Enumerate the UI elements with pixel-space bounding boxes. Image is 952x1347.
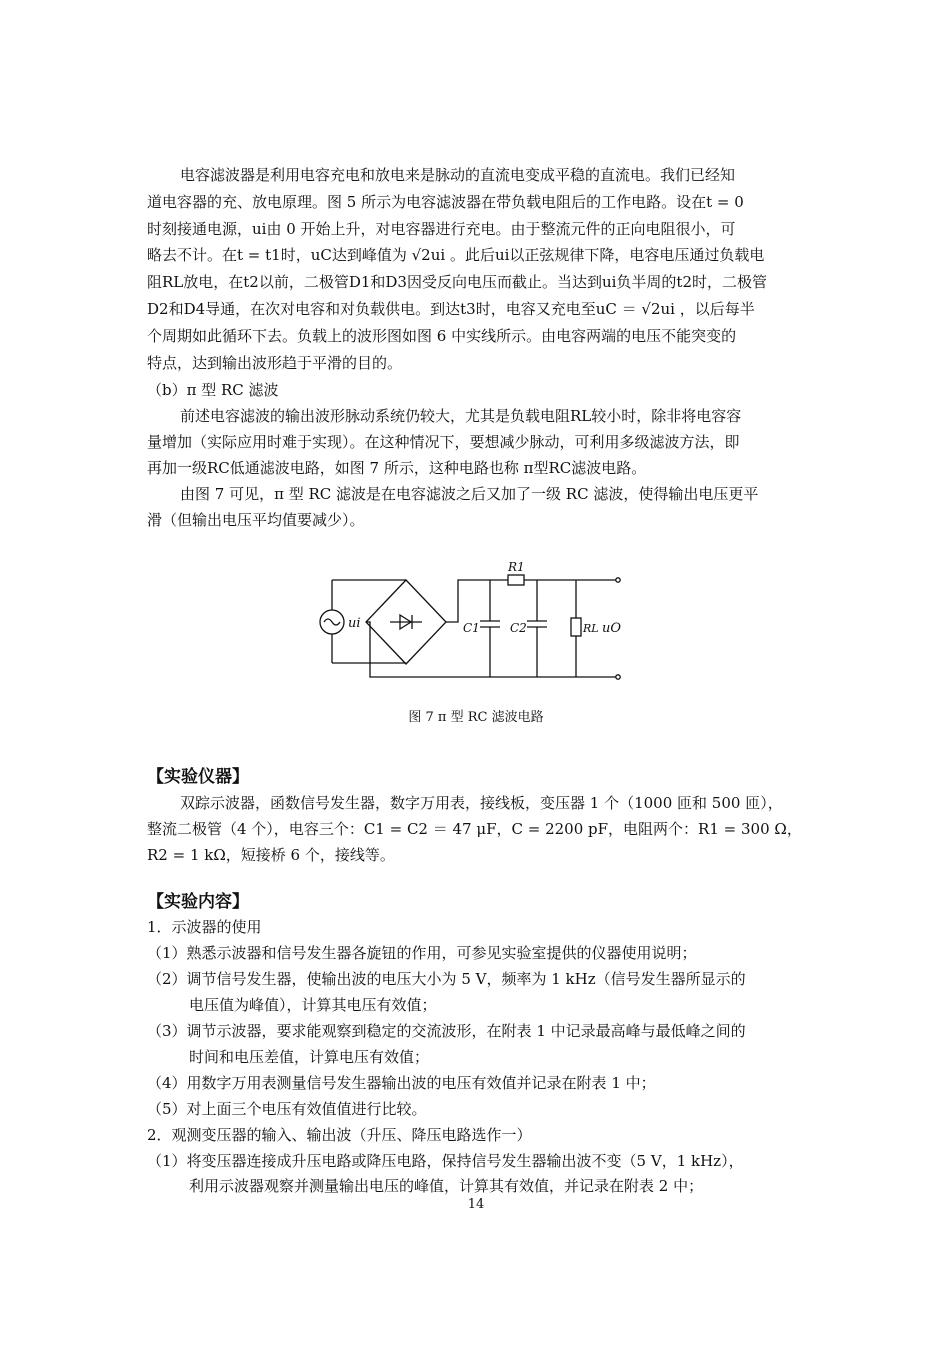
- list-item: （4）用数字万用表测量信号发生器输出波的电压有效值并记录在附表 1 中；: [147, 1074, 656, 1092]
- output-terminal-icon: [616, 675, 620, 679]
- list-item-continuation: 利用示波器观察并测量输出电压的峰值，计算其有效值，并记录在附表 2 中；: [189, 1177, 704, 1195]
- label-c1: C1: [463, 621, 480, 635]
- body-text-line: 再加一级RC低通滤波电路，如图 7 所示，这种电路也称 π型RC滤波电路。: [147, 459, 647, 477]
- body-text-line: 道电容器的充、放电原理。图 5 所示为电容滤波器在带负载电阻后的工作电路。设在t = 0: [147, 193, 744, 211]
- body-text-line: 双踪示波器，函数信号发生器，数字万用表，接线板，变压器 1 个（1000 匝和 500 匝），: [180, 794, 783, 812]
- resistor-r1-icon: [508, 575, 524, 585]
- body-text-line: 由图 7 可见，π 型 RC 滤波是在电容滤波之后又加了一级 RC 滤波，使得输出电压更平: [180, 485, 759, 503]
- list-item-continuation: 时间和电压差值，计算电压有效值；: [189, 1048, 430, 1066]
- section-heading-contents: 【实验内容】: [147, 892, 249, 912]
- label-uo: uO: [602, 621, 622, 636]
- section-heading-instruments: 【实验仪器】: [147, 767, 249, 787]
- pi-rc-filter-circuit-diagram: [310, 558, 650, 694]
- body-text-line: 特点，达到输出波形趋于平滑的目的。: [147, 354, 403, 372]
- body-text-line: 前述电容滤波的输出波形脉动系统仍较大，尤其是负载电阻RL较小时，除非将电容容: [180, 407, 742, 425]
- body-text-line: 阻RL放电，在t2以前，二极管D1和D3因受反向电压而截止。当达到ui负半周的t2时，二极管: [147, 273, 767, 291]
- label-rl: RL: [583, 622, 599, 635]
- label-r1: R1: [508, 560, 525, 574]
- label-ui: ui: [348, 616, 361, 631]
- list-item: （5）对上面三个电压有效值值进行比较。: [147, 1100, 427, 1118]
- list-item: （1）将变压器连接成升压电路或降压电路，保持信号发生器输出波不变（5 V，1 kHz），: [147, 1152, 744, 1170]
- body-text-line: 略去不计。在t = t1时，uC达到峰值为 √2ui 。此后ui以正弦规律下降，电容电压通过负载电: [147, 246, 765, 264]
- figure-caption: 图 7 π 型 RC 滤波电路: [408, 710, 544, 725]
- body-text-line: 滑（但输出电压平均值要减少）。: [147, 511, 365, 529]
- list-item: （3）调节示波器，要求能观察到稳定的交流波形，在附表 1 中记录最高峰与最低峰之间的: [147, 1022, 746, 1040]
- body-text-line: 个周期如此循环下去。负载上的波形图如图 6 中实线所示。由电容两端的电压不能突变的: [147, 327, 737, 345]
- section-subheading: （b）π 型 RC 滤波: [147, 381, 279, 399]
- body-text-line: D2和D4导通，在次对电容和对负载供电。到达t3时，电容又充电至uC ＝ √2ui ，以后每半: [147, 300, 755, 318]
- list-item: （2）调节信号发生器，使输出波的电压大小为 5 V，频率为 1 kHz（信号发生器所显示的: [147, 970, 746, 988]
- label-c2: C2: [510, 621, 527, 635]
- body-text-line: R2 = 1 kΩ，短接桥 6 个，接线等。: [147, 846, 395, 864]
- body-text-line: 量增加（实际应用时难于实现）。在这种情况下，要想减少脉动，可利用多级滤波方法，即: [147, 433, 740, 451]
- list-item: 1．示波器的使用: [147, 918, 262, 936]
- output-terminal-icon: [616, 578, 620, 582]
- body-text-line: 电容滤波器是利用电容充电和放电来是脉动的直流电变成平稳的直流电。我们已经知: [180, 166, 736, 184]
- list-item: （1）熟悉示波器和信号发生器各旋钮的作用，可参见实验室提供的仪器使用说明；: [147, 944, 697, 962]
- body-text-line: 时刻接通电源，ui由 0 开始上升，对电容器进行充电。由于整流元件的正向电阻很小，可: [147, 220, 736, 238]
- resistor-rl-icon: [571, 618, 581, 636]
- list-item: 2．观测变压器的输入、输出波（升压、降压电路选作一）: [147, 1126, 532, 1144]
- page-number: 14: [467, 1197, 485, 1212]
- list-item-continuation: 电压值为峰值），计算其电压有效值；: [189, 996, 437, 1014]
- body-text-line: 整流二极管（4 个），电容三个：C1 = C2 ＝ 47 μF，C = 2200 pF，电阻两个：R1 = 300 Ω，: [147, 820, 802, 838]
